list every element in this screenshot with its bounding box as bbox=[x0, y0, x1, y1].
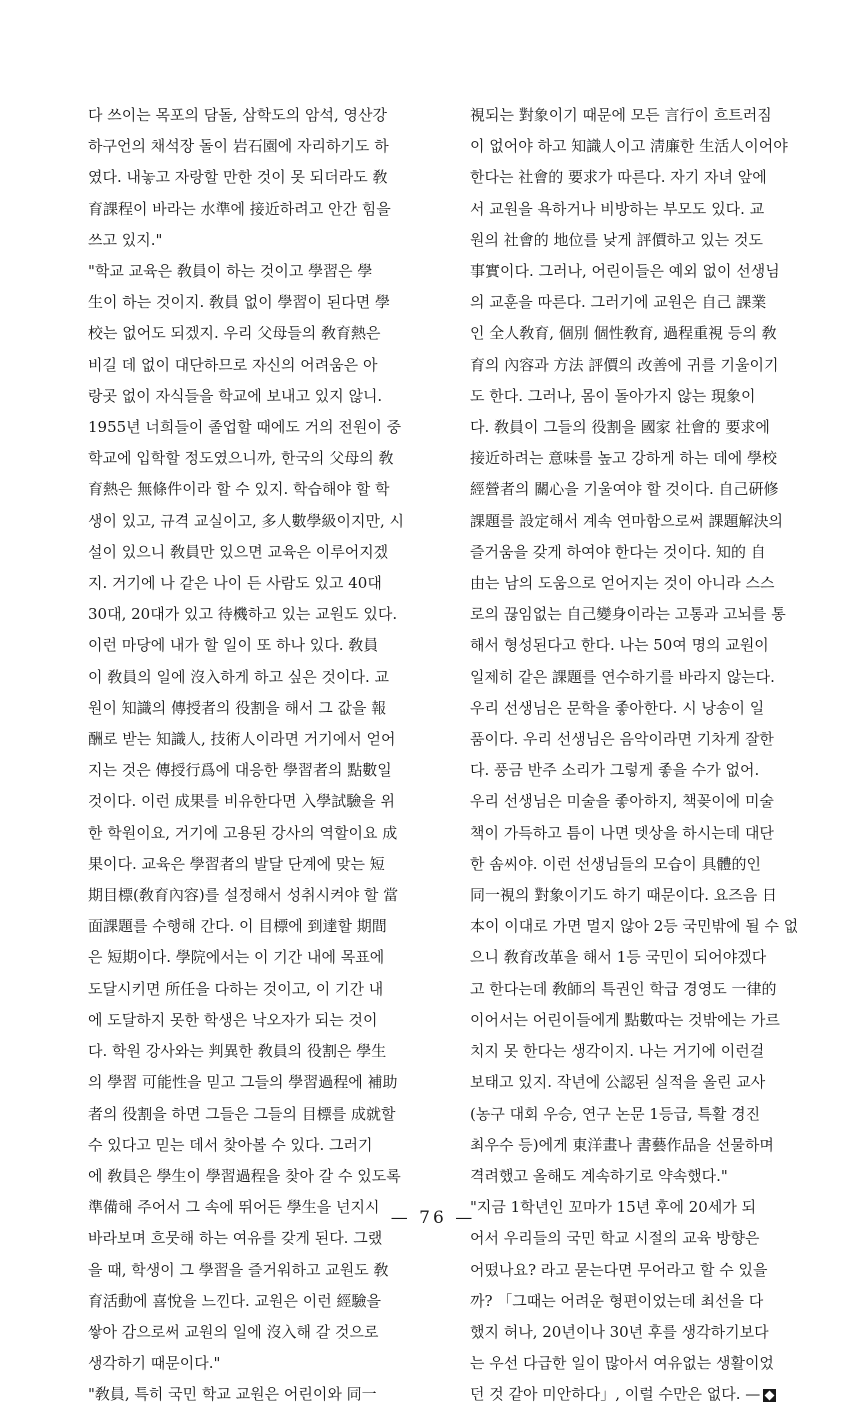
paragraph: "학교 교육은 敎員이 하는 것이고 學習은 學 生이 하는 것이지. 敎員 없이 學習이 된다면 學 校는 없어도 되겠지. 우리 父母들의 敎育熱은 비길 데 없이 대단하므로 자신의 어려움은 아 랑곳 없이 자식들을 학교에 보내고 있지 않니. 1955년 너희들이 졸업할 때에도 거의 전원이 중 학교에 입학할 정도였으니까, 한국의 父母의 敎 育熱은 無條件이라 할 수 있지. 학습해야 할 학 생이 있고, 규격 교실이고, 多人數學級이지만, 시 설이 있으니 敎員만 있으면 교육은 이루어지겠 지. 거기에 나 같은 나이 든 사람도 있고 40대 30대, 20대가 있고 待機하고 있는 교원도 있다. 이런 마당에 내가 할 일이 또 하나 있다. 敎員 이 敎員의 일에 沒入하게 하고 싶은 것이다. 교 원이 知識의 傳授者의 役割을 해서 그 값을 報 酬로 받는 知識人, 技術人이라면 거기에서 얻어 지는 것은 傳授行爲에 대응한 學習者의 點數일 것이다. 이런 成果를 비유한다면 入學試驗을 위 한 학원이요, 거기에 고용된 강사의 역할이요 成 果이다. 교육은 學習者의 발달 단계에 맞는 短 期目標(敎育內容)를 설정해서 성취시켜야 할 當 面課題를 수행해 간다. 이 目標에 到達할 期間 은 短期이다. 學院에서는 이 기간 내에 목표에 도달시키면 所任을 다하는 것이고, 이 기간 내 에 도달하지 못한 학생은 낙오자가 되는 것이 다. 학원 강사와는 判異한 敎員의 役割은 學生 의 學習 可能性을 믿고 그들의 學習過程에 補助 者의 役割을 하면 그들은 그들의 目標를 成就할 수 있다고 믿는 데서 찾아볼 수 있다. 그러기 에 敎員은 學生이 學習過程을 찾아 갈 수 있도록 準備해 주어서 그 속에 뛰어든 學生을 넌지시 바라보며 흐뭇해 하는 여유를 갖게 된다. 그랬 을 때, 학생이 그 學習을 즐거워하고 교원도 敎 育活動에 喜悅을 느낀다. 교원은 이런 經驗을 쌓아 감으로써 교원의 일에 沒入해 갈 것으로 생각하기 때문이다." bbox=[88, 262, 405, 1373]
end-mark-icon bbox=[763, 1389, 776, 1402]
paragraph: 다 쓰이는 목포의 담돌, 삼학도의 암석, 영산강 하구언의 채석장 돌이 岩石園에 자리하기도 하 였다. 내놓고 자랑할 만한 것이 못 되더라도 敎 育課程이 바라는 水準에 接近하려고 안간 힘을 쓰고 있지." bbox=[88, 106, 391, 249]
paragraph: 視되는 對象이기 때문에 모든 言行이 흐트러짐 이 없어야 하고 知識人이고 淸廉한 生活人이어야 한다는 社會的 要求가 따른다. 자기 자녀 앞에 서 교원을 욕하거나 비방하는 부모도 있다. 교 원의 社會的 地位를 낮게 評價하고 있는 것도 事實이다. 그러나, 어린이들은 예외 없이 선생님 의 교훈을 따른다. 그러기에 교원은 自己 課業 인 全人敎育, 個別 個性敎育, 過程重視 등의 敎 育의 內容과 方法 評價의 改善에 귀를 기울이기 도 한다. 그러나, 몸이 돌아가지 않는 現象이 다. 敎員이 그들의 役割을 國家 社會的 要求에 接近하려는 意味를 높고 강하게 하는 데에 學校 經營者의 關心을 기울여야 할 것이다. 自己硏修 課題를 設定해서 계속 연마함으로써 課題解決의 즐거움을 갖게 하여야 한다는 것이다. 知的 自 由는 남의 도움으로 얻어지는 것이 아니라 스스 로의 끊임없는 自己變身이라는 고통과 고뇌를 통 해서 형성된다고 한다. 나는 50여 명의 교원이 일제히 같은 課題를 연수하기를 바라지 않는다. 우리 선생님은 문학을 좋아한다. 시 낭송이 일 품이다. 우리 선생님은 음악이라면 기차게 잘한 다. 풍금 반주 소리가 그렇게 좋을 수가 없어. 우리 선생님은 미술을 좋아하지, 책꽂이에 미술 책이 가득하고 틈이 나면 뎃상을 하시는데 대단 한 솜씨야. 이런 선생님들의 모습이 具體的인 同一視의 對象이기도 하기 때문이다. 요즈음 日 本이 이대로 가면 멀지 않아 2등 국민밖에 될 수 없 으니 敎育改革을 해서 1등 국민이 되어야겠다 고 한다는데 敎師의 특권인 학급 경영도 一律的 이어서는 어린이들에게 點數따는 것밖에는 가르 치지 못 한다는 생각이지. 나는 거기에 이런걸 보태고 있지. 작년에 公認된 실적을 올린 교사 (농구 대회 우승, 연구 논문 1등급, 특활 경진 최우수 등)에게 東洋畫나 書藝作品을 선물하며 격려했고 올해도 계속하기로 약속했다." bbox=[470, 106, 799, 1185]
page-number: — 76 — bbox=[390, 1208, 476, 1228]
paragraph-text: "지금 1학년인 꼬마가 15년 후에 20세가 되 어서 우리들의 국민 학교 시절의 교육 방향은 어떴나요? 라고 묻는다면 무어라고 할 수 있을 까? 「그때는 어려운 형편이었는데 최선을 다 했지 허나, 20년이나 30년 후를 생각하기보다 는 우선 다급한 일이 많아서 여유없는 생활이었 던 것 같아 미안하다」, 이럴 수만은 없다. — bbox=[470, 1198, 774, 1404]
paragraph: "敎員, 특히 국민 학교 교원은 어린이와 同一 bbox=[88, 1385, 377, 1404]
